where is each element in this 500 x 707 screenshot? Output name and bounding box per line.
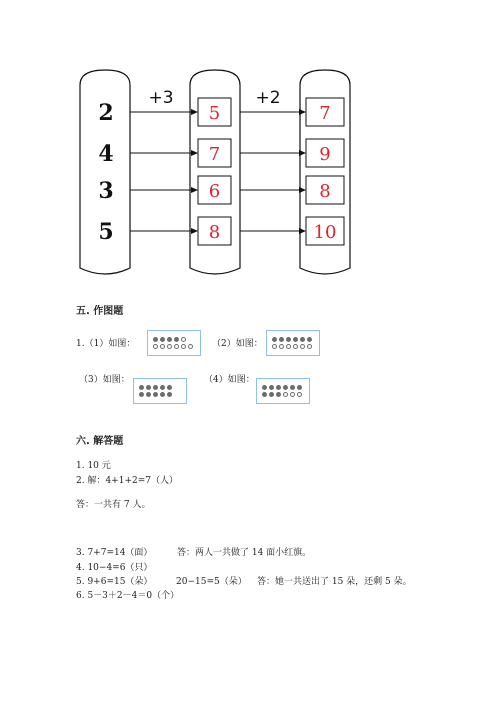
- empty-dot: [300, 344, 305, 349]
- op-label-plus2: +2: [255, 88, 281, 108]
- drawing-label-4: （4）如图：: [204, 375, 255, 385]
- filled-dot: [283, 385, 288, 390]
- filled-dot: [276, 385, 281, 390]
- middle-answer-number: 8: [208, 222, 221, 243]
- filled-dot: [300, 337, 305, 342]
- middle-answer-number: 6: [208, 181, 221, 202]
- answer-line-6c: 答：她一共送出了 15 朵，还剩 5 朵。: [257, 577, 412, 587]
- empty-dot: [181, 337, 186, 342]
- filled-dot: [146, 385, 151, 390]
- arrow-middle-to-right-head: [299, 109, 306, 115]
- answer-line-5: 4. 10−4=6（只）: [76, 563, 153, 573]
- answer-line-3: 答：一共有 7 人。: [76, 500, 151, 510]
- right-answer-number: 10: [313, 222, 337, 243]
- right-answer-number: 7: [319, 103, 331, 124]
- dot-figure-2: [266, 330, 320, 356]
- answer-line-7: 6. 5－3＋2－4＝0（个）: [76, 591, 180, 601]
- filled-dot: [293, 337, 298, 342]
- dot-row: [272, 344, 312, 349]
- filled-dot: [290, 385, 295, 390]
- dot-row: [139, 385, 172, 390]
- dot-row: [139, 392, 172, 397]
- middle-answer-number: 7: [208, 144, 221, 165]
- empty-dot: [174, 344, 179, 349]
- drawing-label-2: （2）如图：: [212, 339, 263, 349]
- arrow-middle-to-right-head: [299, 150, 306, 156]
- dot-row: [153, 337, 186, 342]
- filled-dot: [160, 392, 165, 397]
- filled-dot: [160, 385, 165, 390]
- filled-dot: [279, 337, 284, 342]
- empty-dot: [160, 344, 165, 349]
- left-number: 3: [98, 178, 114, 204]
- empty-dot: [279, 344, 284, 349]
- filled-dot: [153, 337, 158, 342]
- empty-dot: [272, 344, 277, 349]
- arrow-left-to-middle-head: [191, 109, 198, 115]
- dot-figure-3: [133, 378, 187, 404]
- filled-dot: [167, 392, 172, 397]
- filled-dot: [139, 385, 144, 390]
- dot-row: [262, 392, 302, 397]
- filled-dot: [272, 337, 277, 342]
- arrow-left-to-middle-head: [191, 150, 198, 156]
- filled-dot: [167, 337, 172, 342]
- left-number: 2: [98, 100, 114, 126]
- answer-line-4b: 答：两人一共做了 14 面小红旗。: [177, 548, 312, 558]
- answer-line-6b: 20−15=5（朵）: [176, 577, 247, 587]
- filled-dot: [276, 392, 281, 397]
- dot-figure-1: [147, 330, 201, 356]
- empty-dot: [297, 392, 302, 397]
- answer-line-6a: 5. 9+6=15（朵）: [76, 577, 153, 587]
- middle-answer-number: 5: [208, 103, 221, 124]
- empty-dot: [188, 344, 193, 349]
- answer-line-4a: 3. 7+7=14（面）: [76, 548, 153, 558]
- empty-dot: [167, 344, 172, 349]
- filled-dot: [297, 385, 302, 390]
- filled-dot: [167, 385, 172, 390]
- filled-dot: [262, 385, 267, 390]
- empty-dot: [290, 392, 295, 397]
- filled-dot: [153, 385, 158, 390]
- filled-dot: [269, 385, 274, 390]
- empty-dot: [283, 392, 288, 397]
- dot-row: [153, 344, 193, 349]
- filled-dot: [269, 392, 274, 397]
- left-number: 4: [98, 141, 114, 167]
- section-5-title: 五. 作图题: [76, 306, 124, 317]
- filled-dot: [262, 392, 267, 397]
- drawing-label-1: 1.（1）如图：: [76, 339, 136, 349]
- filled-dot: [139, 392, 144, 397]
- filled-dot: [153, 392, 158, 397]
- arrow-left-to-middle-head: [191, 187, 198, 193]
- empty-dot: [286, 344, 291, 349]
- filled-dot: [307, 337, 312, 342]
- op-label-plus3: +3: [148, 88, 174, 108]
- right-answer-number: 8: [319, 181, 331, 202]
- filled-dot: [160, 337, 165, 342]
- arrow-middle-to-right-head: [299, 228, 306, 234]
- answer-line-2: 2. 解：4+1+2=7（人）: [76, 476, 178, 486]
- section-6-title: 六. 解答题: [76, 436, 124, 447]
- filled-dot: [146, 392, 151, 397]
- arrow-left-to-middle-head: [191, 228, 198, 234]
- empty-dot: [181, 344, 186, 349]
- empty-dot: [153, 344, 158, 349]
- empty-dot: [293, 344, 298, 349]
- dot-figure-4: [256, 378, 310, 404]
- left-number: 5: [98, 219, 114, 245]
- arrow-middle-to-right-head: [299, 187, 306, 193]
- drawing-label-3: （3）如图：: [79, 375, 130, 385]
- number-mapping-diagram: [0, 0, 500, 285]
- answer-line-1: 1. 10 元: [76, 461, 111, 471]
- right-answer-number: 9: [319, 144, 331, 165]
- dot-row: [272, 337, 312, 342]
- empty-dot: [307, 344, 312, 349]
- filled-dot: [174, 337, 179, 342]
- filled-dot: [286, 337, 291, 342]
- dot-row: [262, 385, 302, 390]
